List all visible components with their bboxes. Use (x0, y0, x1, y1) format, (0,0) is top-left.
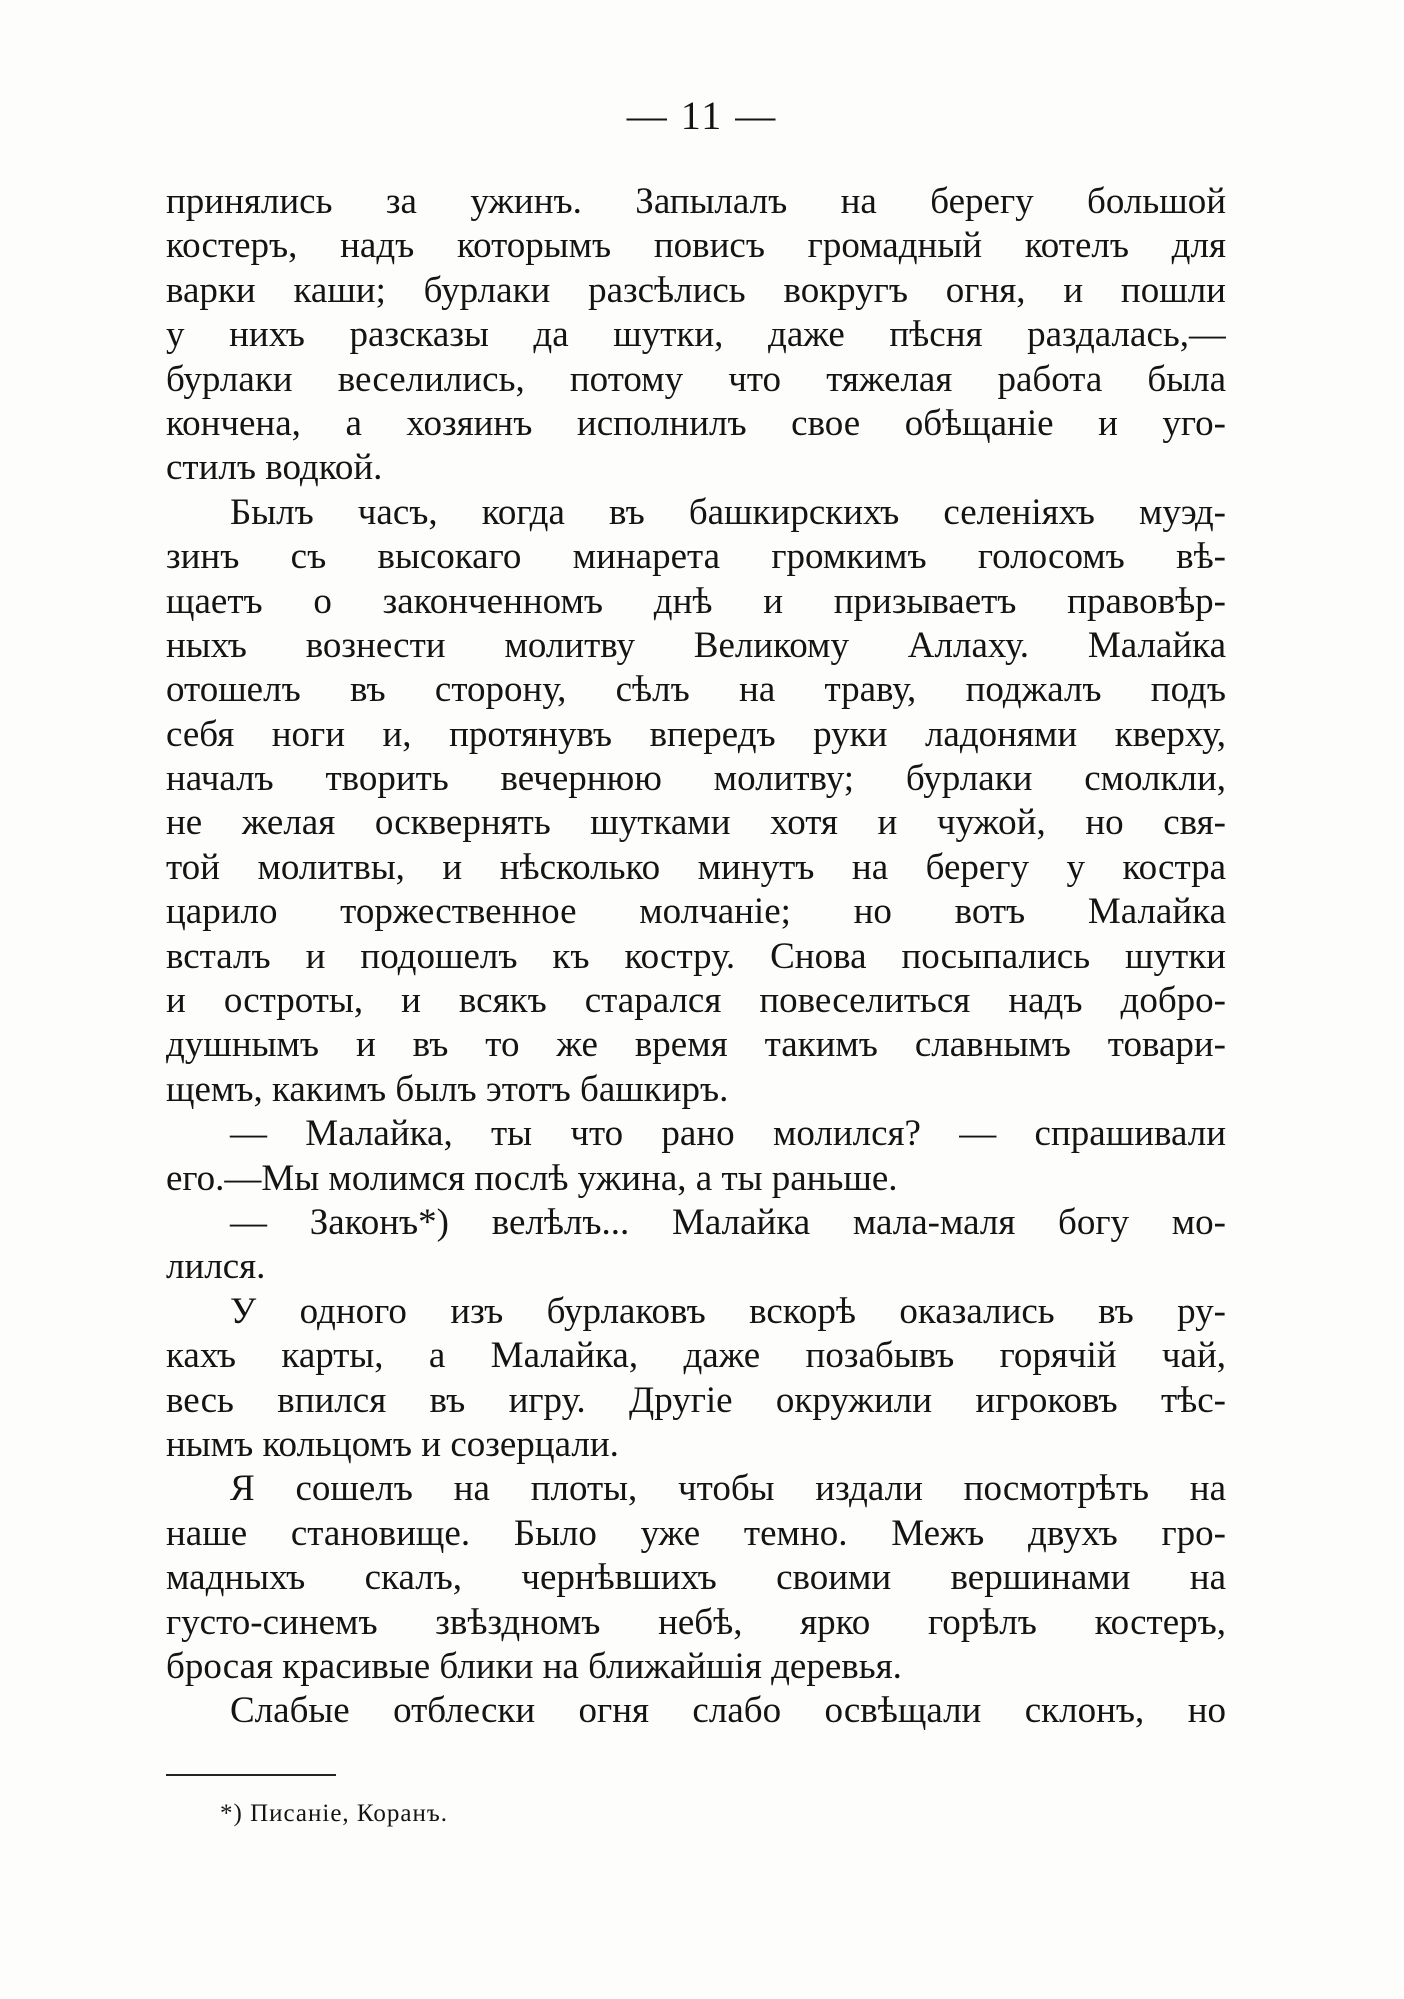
text-line: костеръ, надъ которымъ повисъ громадный котелъ для (166, 225, 1226, 267)
text-line: душнымъ и въ то же время такимъ славнымъ товари- (166, 1024, 1226, 1066)
text-line: всталъ и подошелъ къ костру. Снова посыпались шутки (166, 935, 1226, 977)
text-line: и остроты, и всякъ старался повеселиться надъ добро- (166, 980, 1226, 1022)
body-text (166, 180, 1226, 1734)
text-line: мадныхъ скалъ, чернѣвшихъ своими вершинами на (166, 1557, 1226, 1599)
text-line: у нихъ разсказы да шутки, даже пѣсня раздалась,— (166, 314, 1226, 356)
text-line: не желая осквернять шутками хотя и чужой, но свя- (166, 802, 1226, 844)
page-number: — 11 — (626, 93, 778, 138)
text-line: густо-синемъ звѣздномъ небѣ, ярко горѣлъ костеръ, (166, 1601, 1226, 1643)
text-line: бурлаки веселились, потому что тяжелая работа была (166, 358, 1226, 400)
text-line: царило торжественное молчаніе; но вотъ Малайка (166, 891, 1226, 933)
text-line: стилъ водкой. (166, 447, 383, 489)
paragraph-start-line: Слабые отблески огня слабо освѣщали склонъ, но (230, 1690, 1226, 1732)
text-line: зинъ съ высокаго минарета громкимъ голосомъ вѣ- (166, 536, 1226, 578)
text-line: началъ творить вечернюю молитву; бурлаки смолкли, (166, 758, 1226, 800)
paragraph-start-line: — Малайка, ты что рано молился? — спрашивали (230, 1113, 1226, 1155)
text-line: лился. (166, 1246, 266, 1288)
text-line: бросая красивые блики на ближайшія деревья. (166, 1645, 902, 1687)
text-line: ныхъ вознести молитву Великому Аллаху. Малайка (166, 624, 1226, 666)
paragraph-start-line: — Законъ*) велѣлъ... Малайка мала-маля богу мо- (230, 1201, 1226, 1243)
text-line: щаетъ о законченномъ днѣ и призываетъ правовѣр- (166, 580, 1226, 622)
text-line: себя ноги и, протянувъ впередъ руки ладонями кверху, (166, 713, 1226, 755)
text-line: принялись за ужинъ. Запылалъ на берегу большой (166, 181, 1226, 222)
paragraph-start-line: Я сошелъ на плоты, чтобы издали посмотрѣть на (230, 1468, 1226, 1510)
footnote-divider (166, 1774, 336, 1776)
text-line: нымъ кольцомъ и созерцали. (166, 1423, 619, 1465)
text-line: кахъ карты, а Малайка, даже позабывъ горячій чай, (166, 1335, 1226, 1377)
text-line: той молитвы, и нѣсколько минутъ на берегу у костра (166, 846, 1226, 888)
text-line: наше становище. Было уже темно. Межъ двухъ гро- (166, 1512, 1226, 1554)
text-line: варки каши; бурлаки разсѣлись вокругъ огня, и пошли (166, 269, 1226, 311)
paragraph-start-line: У одного изъ бурлаковъ вскорѣ оказались въ ру- (230, 1290, 1226, 1332)
text-line: щемъ, какимъ былъ этотъ башкиръ. (166, 1068, 729, 1110)
paragraph-start-line: Былъ часъ, когда въ башкирскихъ селеніяхъ муэд- (230, 491, 1226, 533)
text-line: его.—Мы молимся послѣ ужина, а ты раньше. (166, 1157, 898, 1199)
text-line: отошелъ въ сторону, сѣлъ на траву, поджалъ подъ (166, 669, 1226, 711)
text-line: весь впился въ игру. Другіе окружили игроковъ тѣс- (166, 1379, 1226, 1421)
text-line: кончена, а хозяинъ исполнилъ свое обѣщаніе и уго- (166, 402, 1226, 444)
footnote: *) Писаніе, Коранъ. (220, 1800, 449, 1827)
